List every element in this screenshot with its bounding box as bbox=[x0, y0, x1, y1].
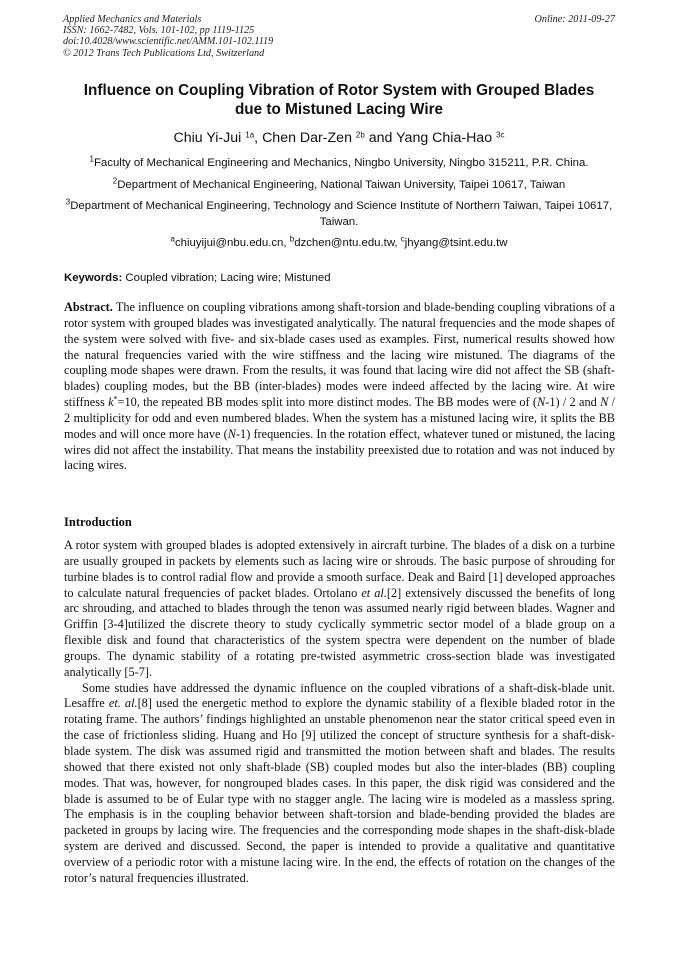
paragraph bbox=[64, 681, 615, 887]
journal-name: Applied Mechanics and Materials bbox=[63, 14, 202, 25]
affiliation-text: Department of Mechanical Engineering, National Taiwan University, Taipei 10617, Taiwan bbox=[117, 179, 566, 191]
keywords bbox=[64, 271, 624, 286]
author-name: Chen Dar-Zen bbox=[262, 130, 352, 146]
email-address[interactable]: chiuyijui@nbu.edu.cn bbox=[174, 237, 284, 249]
introduction-body bbox=[64, 538, 615, 887]
abstract-text: -1) / 2 and bbox=[545, 395, 601, 410]
affiliation-marker: 2 bbox=[112, 176, 118, 186]
author-name: Chiu Yi-Jui bbox=[173, 130, 242, 146]
paragraph-text: [2] extensively discussed the benefits of long arc shrouding, and attached to blades through the tenon was assumed nearly rigid between blades. Wagner and Griffin [3-4]utilized the discrete theory to study cyclically symmetric sector model of a blade group on a flexible disk and found that characteristics of the system spectra were dependent on the number of blade groups. The dynamic stability of a rotating pre-twisted asymmetric cross-section blade was investigated analytically [5-7]. bbox=[64, 585, 615, 679]
abstract-text: -1) frequencies. In the rotation effect, whatever tuned or mistuned, the lacing wires did not affect the instability. That means the instability preexisted due to rotation and was not induced by lacing wires. bbox=[64, 426, 615, 473]
abstract-text: =10, the repeated BB modes split into more distinct modes. The BB modes were of ( bbox=[117, 395, 538, 410]
n-symbol: N bbox=[227, 426, 236, 441]
keywords-label: Keywords: bbox=[64, 272, 123, 284]
et-al-text: et al. bbox=[361, 585, 387, 600]
affiliation-marker: 3 bbox=[65, 197, 71, 207]
paragraph-text: [8] used the energetic method to explore the dynamic stability of a flexible bladed rotor in the rotating frame. The authors’ findings highlighted an unstable phenomenon near the stator critical speed even in the case of frictionless sliding. Huang and Ho [9] utilized the concept of structure synthesis for a shaft-disk-blade system. The disk was assumed rigid and transmitted the motion between shaft and blades. The results showed that there existed not only shaft-blade (SB) coupled modes but also the inter-blades (BB) coupling modes. That was, however, for nongrouped blades cases. In this paper, the disk rigid was considered and the blade is assumed to be of Eular type with no stagger angle. The lacing wire is modeled as a massless spring. The emphasis is in the coupling behavior between shaft-torsion and blade-bending provided the blades are packeted in groups by lacing wire. The frequencies and the corresponding mode shapes in the shaft-disk-blade system are derived and discussed. Second, the paper is intended to provide a qualitative and quantitative overview of a periodic rotor with a mistune lacing wire. In the end, the effects of rotation on the changes of the rotor’s natural frequencies illustrated. bbox=[64, 696, 616, 885]
abstract-text: The influence on coupling vibrations among shaft-torsion and blade-bending coupling vibrations of a rotor system with grouped blades was investigated analytically. The natural frequencies and the mode shapes of the system were solved with five- and six-blade cases used as examples. First, numerical results showed how the natural frequencies varied with the wire stiffness and the lacing wire mistuned. The diagrams of the coupling mode shapes were drawn. From the results, it was found that lacing wire did not affect the SB (shaft-blades) coupling modes, but the BB (inter-blades) modes were indeed affected by the lacing wire. At wire stiffness bbox=[64, 300, 615, 410]
et-al-text: et. al. bbox=[108, 696, 138, 711]
title-line-2: due to Mistuned Lacing Wire bbox=[234, 101, 444, 118]
affiliation-1 bbox=[60, 156, 618, 172]
copyright-line: © 2012 Trans Tech Publications Ltd, Switzerland bbox=[63, 47, 265, 59]
paragraph bbox=[64, 538, 615, 681]
stiffness-symbol: k bbox=[108, 395, 114, 410]
author-separator: and bbox=[364, 130, 397, 146]
paragraph-text: A rotor system with grouped blades is adopted extensively in aircraft turbine. The blades of a disk on a turbine are usually grouped in packets by elements such as lacing wire or shrouds. The basic purpose of shrouding for turbine blades is to control radial flow and provide a smooth surface. Deak and Baird [1] developed approaches to calculate natural frequencies of packet blades. Ortolano bbox=[64, 538, 615, 600]
author-affiliation-marker: 1a bbox=[245, 130, 255, 140]
issn-line: ISSN: 1662-7482, Vols. 101-102, pp 1119-1125 bbox=[63, 25, 255, 37]
abstract bbox=[64, 300, 615, 474]
email-separator: , bbox=[394, 237, 401, 249]
email-address[interactable]: dzchen@ntu.edu.tw bbox=[294, 237, 395, 249]
author-affiliation-marker: 2b bbox=[355, 130, 365, 140]
affiliation-text: Department of Mechanical Engineering, Technology and Science Institute of Northern Taiwan, Taipei 10617, Taiwan. bbox=[70, 200, 613, 228]
email-marker: b bbox=[289, 234, 295, 244]
abstract-label: Abstract. bbox=[64, 300, 113, 314]
doi-line: doi:10.4028/www.scientific.net/AMM.101-102.1119 bbox=[63, 36, 274, 48]
author-name: Yang Chia-Hao bbox=[396, 130, 493, 146]
email-list bbox=[60, 236, 618, 251]
email-marker: a bbox=[170, 234, 175, 244]
online-date: Online: 2011-09-27 bbox=[534, 14, 615, 25]
affiliation-text: Faculty of Mechanical Engineering and Mechanics, Ningbo University, Ningbo 315211, P.R. China. bbox=[93, 157, 589, 169]
section-heading-introduction: Introduction bbox=[64, 515, 132, 529]
author-affiliation-marker: 3c bbox=[496, 130, 505, 140]
stiffness-superscript: * bbox=[113, 394, 118, 404]
email-separator: , bbox=[283, 237, 290, 249]
paragraph-text: Some studies have addressed the dynamic influence on the coupled vibrations of a shaft-disk-blade unit. Lesaffre bbox=[64, 680, 615, 711]
keywords-text: Coupled vibration; Lacing wire; Mistuned bbox=[125, 272, 331, 284]
n-symbol: N bbox=[537, 395, 546, 410]
n-symbol: N bbox=[600, 395, 609, 410]
author-list bbox=[40, 129, 638, 147]
author-separator: , bbox=[254, 130, 263, 146]
affiliation-3 bbox=[60, 199, 618, 230]
email-address[interactable]: jhyang@tsint.edu.tw bbox=[404, 237, 508, 249]
journal-header bbox=[63, 14, 483, 59]
affiliation-marker: 1 bbox=[89, 154, 94, 164]
title-line-1: Influence on Coupling Vibration of Rotor System with Grouped Blades bbox=[83, 82, 595, 99]
abstract-text: / 2 multiplicity for odd and even numbered blades. When the system has a mistuned lacing wire, it splits the BB modes and will once more have ( bbox=[64, 395, 615, 441]
paper-title bbox=[40, 81, 638, 119]
affiliation-2 bbox=[60, 178, 618, 194]
email-marker: c bbox=[400, 234, 405, 244]
